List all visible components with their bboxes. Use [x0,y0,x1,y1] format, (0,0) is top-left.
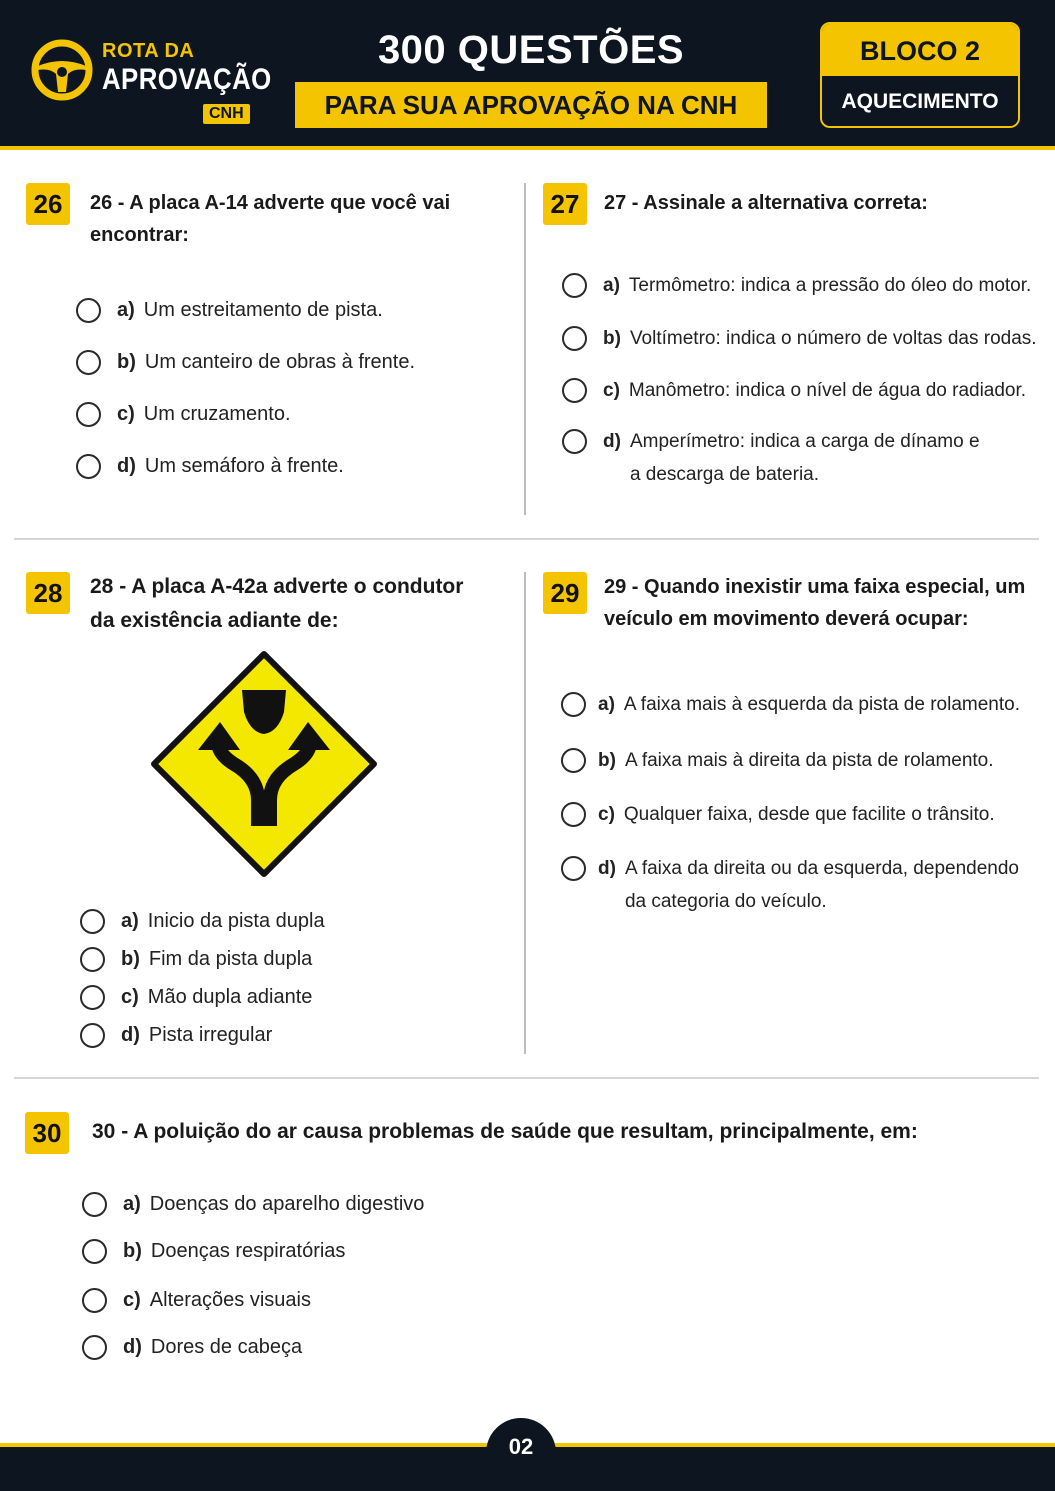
block-name: AQUECIMENTO [822,76,1018,128]
page-title: 300 QUESTÕES [377,28,685,72]
option-letter: c) [121,986,139,1008]
option-text: Qualquer faixa, desde que facilite o trânsito. [623,804,995,825]
question-text-line: 28 - A placa A-42a adverte o condutor [90,575,464,598]
page-subtitle: PARA SUA APROVAÇÃO NA CNH [295,82,767,128]
option-text: Termômetro: indica a pressão do óleo do motor. [628,275,1032,296]
question-text-line: 29 - Quando inexistir uma faixa especial, um [604,576,1026,598]
option-text-line: da categoria do veículo. [624,891,827,912]
option-text-line: a descarga de bateria. [629,464,820,485]
option-text: Alterações visuais [149,1289,311,1311]
header-rule [0,146,1055,150]
option-letter: d) [121,1024,140,1046]
option-text: Fim da pista dupla [148,948,313,970]
option-letter: c) [123,1289,141,1311]
option-text: Manômetro: indica o nível de água do radiador. [628,380,1027,401]
option-letter: b) [598,750,616,771]
logo [30,36,270,128]
answer-option-c[interactable] [562,374,1026,407]
radio-button[interactable] [82,1288,107,1313]
radio-button[interactable] [561,856,586,881]
question-text [604,187,1034,219]
radio-button[interactable] [562,429,587,454]
question-text-line: encontrar: [90,224,189,246]
radio-button[interactable] [80,909,105,934]
traffic-sign-a42a-image [150,650,378,878]
question-text-line: 26 - A placa A-14 adverte que você vai [90,192,451,214]
page-header [0,0,1055,146]
option-text: Mão dupla adiante [147,986,313,1008]
question-number: 29 [543,572,587,614]
question-text [90,570,510,638]
column-divider [524,183,526,515]
option-letter: c) [117,403,135,425]
option-letter: b) [603,328,621,349]
radio-button[interactable] [562,326,587,351]
logo-line2: APROVAÇÃO [102,63,272,96]
question-number: 28 [26,572,70,614]
radio-button[interactable] [76,402,101,427]
option-letter: d) [117,455,136,477]
answer-option-c[interactable] [561,798,995,831]
option-text: Doenças do aparelho digestivo [149,1193,425,1215]
option-text [625,852,1019,918]
option-letter: d) [603,431,621,452]
question-text-line: 30 - A poluição do ar causa problemas de saúde que resultam, principalmente, em: [92,1120,918,1143]
answer-option-c[interactable] [76,398,291,431]
radio-button[interactable] [80,985,105,1010]
answer-option-a[interactable] [80,905,325,938]
option-letter: b) [117,351,136,373]
answer-option-a[interactable] [76,294,383,327]
radio-button[interactable] [76,298,101,323]
option-text: Pista irregular [148,1024,273,1046]
option-text [630,425,980,491]
question-text [604,571,1044,635]
answer-option-a[interactable] [562,269,1031,302]
column-divider [524,572,526,1054]
answer-option-b[interactable] [80,943,312,976]
option-text: Voltímetro: indica o número de voltas das rodas. [629,328,1037,349]
answer-option-a[interactable] [561,688,1020,721]
question-number: 30 [25,1112,69,1154]
answer-option-d[interactable] [561,852,1019,918]
option-text: Um semáforo à frente. [144,455,344,477]
answer-option-d[interactable] [562,425,980,491]
option-text: Um cruzamento. [143,403,291,425]
option-letter: c) [603,380,620,401]
question-number: 27 [543,183,587,225]
question-text [90,187,510,251]
answer-option-d[interactable] [80,1019,272,1052]
answer-option-a[interactable] [82,1188,424,1221]
radio-button[interactable] [561,748,586,773]
option-letter: a) [117,299,135,321]
option-text-line: Amperímetro: indica a carga de dínamo e [629,431,980,452]
option-letter: d) [598,858,616,879]
radio-button[interactable] [82,1192,107,1217]
option-letter: a) [603,275,620,296]
answer-option-d[interactable] [76,450,344,483]
answer-option-c[interactable] [82,1284,311,1317]
radio-button[interactable] [562,273,587,298]
answer-option-b[interactable] [562,322,1037,355]
row-divider [14,538,1039,540]
logo-badge: CNH [203,104,250,124]
radio-button[interactable] [562,378,587,403]
radio-button[interactable] [82,1239,107,1264]
block-badge [820,22,1020,128]
answer-option-c[interactable] [80,981,312,1014]
steering-wheel-icon [30,38,94,102]
option-text: Inicio da pista dupla [147,910,325,932]
block-label: BLOCO 2 [822,24,1018,76]
option-letter: d) [123,1336,142,1358]
answer-option-b[interactable] [76,346,415,379]
question-text [92,1116,1032,1148]
option-text: A faixa mais à direita da pista de rolamento. [624,750,994,771]
row-divider [14,1077,1039,1079]
page-number: 02 [486,1418,556,1478]
question-number: 26 [26,183,70,225]
option-letter: b) [123,1240,142,1262]
question-text-line: veículo em movimento deverá ocupar: [604,608,969,630]
radio-button[interactable] [80,1023,105,1048]
option-letter: a) [598,694,615,715]
radio-button[interactable] [76,454,101,479]
option-text: Um estreitamento de pista. [143,299,383,321]
radio-button[interactable] [80,947,105,972]
answer-option-d[interactable] [82,1331,302,1364]
option-text: Um canteiro de obras à frente. [144,351,416,373]
radio-button[interactable] [561,692,586,717]
question-text-line: 27 - Assinale a alternativa correta: [604,192,928,214]
logo-line1: ROTA DA [102,40,195,62]
option-text: Doenças respiratórias [150,1240,346,1262]
answer-option-b[interactable] [561,744,994,777]
answer-option-b[interactable] [82,1235,345,1268]
question-text-line: da existência adiante de: [90,609,339,632]
option-letter: a) [123,1193,141,1215]
option-text-line: A faixa da direita ou da esquerda, dependendo [624,858,1019,879]
radio-button[interactable] [82,1335,107,1360]
radio-button[interactable] [561,802,586,827]
option-text: A faixa mais à esquerda da pista de rolamento. [623,694,1020,715]
radio-button[interactable] [76,350,101,375]
option-letter: c) [598,804,615,825]
option-letter: a) [121,910,139,932]
option-letter: b) [121,948,140,970]
option-text: Dores de cabeça [150,1336,303,1358]
